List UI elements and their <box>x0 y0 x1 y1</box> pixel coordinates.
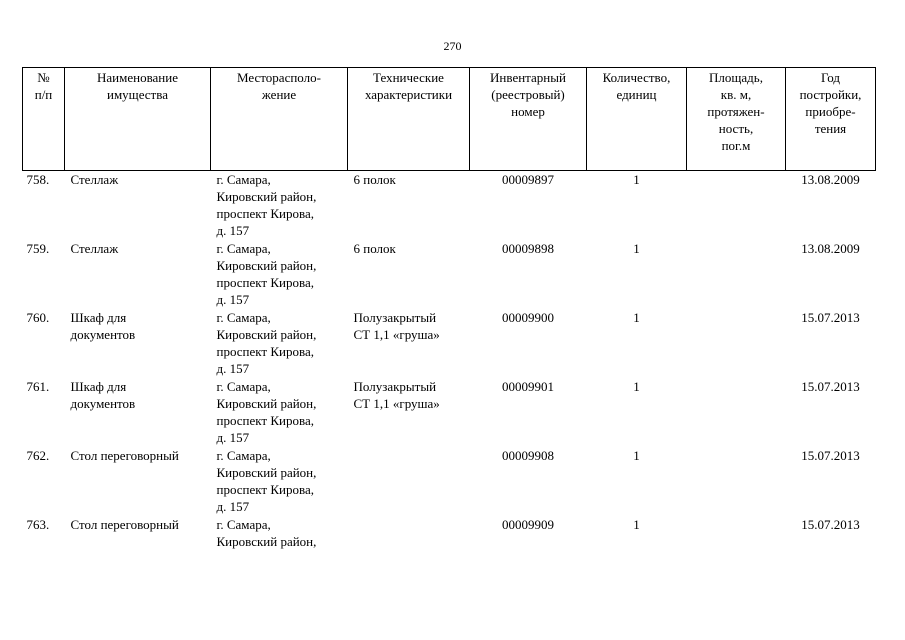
item-tech-specs: Полузакрытый СТ 1,1 «груша» <box>353 378 440 411</box>
item-date: 15.07.2013 <box>801 378 860 394</box>
item-area <box>687 378 786 447</box>
table-row <box>23 378 876 447</box>
item-name: Шкаф для документов <box>70 309 136 342</box>
header-inventory-number: Инвентарный (реестровый) номер <box>470 68 587 171</box>
item-inventory-number: 00009900 <box>502 309 554 325</box>
item-tech-specs <box>348 516 470 556</box>
item-quantity: 1 <box>633 378 640 394</box>
header-tech-specs: Технические характеристики <box>348 68 470 171</box>
item-name: Стол переговорный <box>70 447 179 463</box>
item-location: г. Самара, Кировский район, <box>216 516 317 549</box>
item-inventory-number: 00009901 <box>502 378 554 394</box>
item-date: 13.08.2009 <box>801 172 860 187</box>
table-row <box>23 240 876 309</box>
item-location: г. Самара, Кировский район, проспект Кирова, д. 157 <box>216 172 317 238</box>
row-number: 763. <box>26 516 50 532</box>
item-location: г. Самара, Кировский район, проспект Кирова, д. 157 <box>216 240 317 307</box>
item-inventory-number: 00009897 <box>502 172 554 187</box>
item-location: г. Самара, Кировский район, проспект Кирова, д. 157 <box>216 309 317 376</box>
item-date: 15.07.2013 <box>801 516 860 532</box>
item-tech-specs: 6 полок <box>353 172 396 187</box>
item-name: Стеллаж <box>70 172 119 187</box>
item-date: 13.08.2009 <box>801 240 860 256</box>
item-date: 15.07.2013 <box>801 309 860 325</box>
item-quantity: 1 <box>633 240 640 256</box>
page-number: 270 <box>443 39 462 53</box>
item-quantity: 1 <box>633 172 640 187</box>
property-registry-table <box>22 67 876 556</box>
table-row <box>23 447 876 516</box>
item-quantity: 1 <box>633 516 640 532</box>
table-row <box>23 309 876 378</box>
header-area: Площадь, кв. м, протяжен- ность, пог.м <box>687 68 786 171</box>
item-tech-specs <box>348 447 470 516</box>
item-date: 15.07.2013 <box>801 447 860 463</box>
item-name: Стеллаж <box>70 240 119 256</box>
item-area <box>687 171 786 240</box>
item-quantity: 1 <box>633 309 640 325</box>
item-location: г. Самара, Кировский район, проспект Кирова, д. 157 <box>216 378 317 445</box>
table-row <box>23 516 876 556</box>
item-inventory-number: 00009909 <box>502 516 554 532</box>
header-location: Месторасполо- жение <box>211 68 348 171</box>
row-number: 758. <box>26 172 50 187</box>
item-name: Шкаф для документов <box>70 378 136 411</box>
item-area <box>687 309 786 378</box>
row-number: 760. <box>26 309 50 325</box>
item-tech-specs: 6 полок <box>353 240 396 256</box>
item-area <box>687 447 786 516</box>
header-number: № п/п <box>23 68 65 171</box>
item-tech-specs: Полузакрытый СТ 1,1 «груша» <box>353 309 440 342</box>
header-quantity: Количество, единиц <box>587 68 687 171</box>
row-number: 759. <box>26 240 50 256</box>
header-name: Наименование имущества <box>65 68 211 171</box>
table-header-row <box>23 68 876 171</box>
item-area <box>687 240 786 309</box>
table-row <box>23 171 876 240</box>
row-number: 762. <box>26 447 50 463</box>
item-name: Стол переговорный <box>70 516 179 532</box>
item-inventory-number: 00009908 <box>502 447 554 463</box>
item-location: г. Самара, Кировский район, проспект Кирова, д. 157 <box>216 447 317 514</box>
item-inventory-number: 00009898 <box>502 240 554 256</box>
item-area <box>687 516 786 556</box>
item-quantity: 1 <box>633 447 640 463</box>
header-year: Год постройки, приобре- тения <box>786 68 876 171</box>
row-number: 761. <box>26 378 50 394</box>
